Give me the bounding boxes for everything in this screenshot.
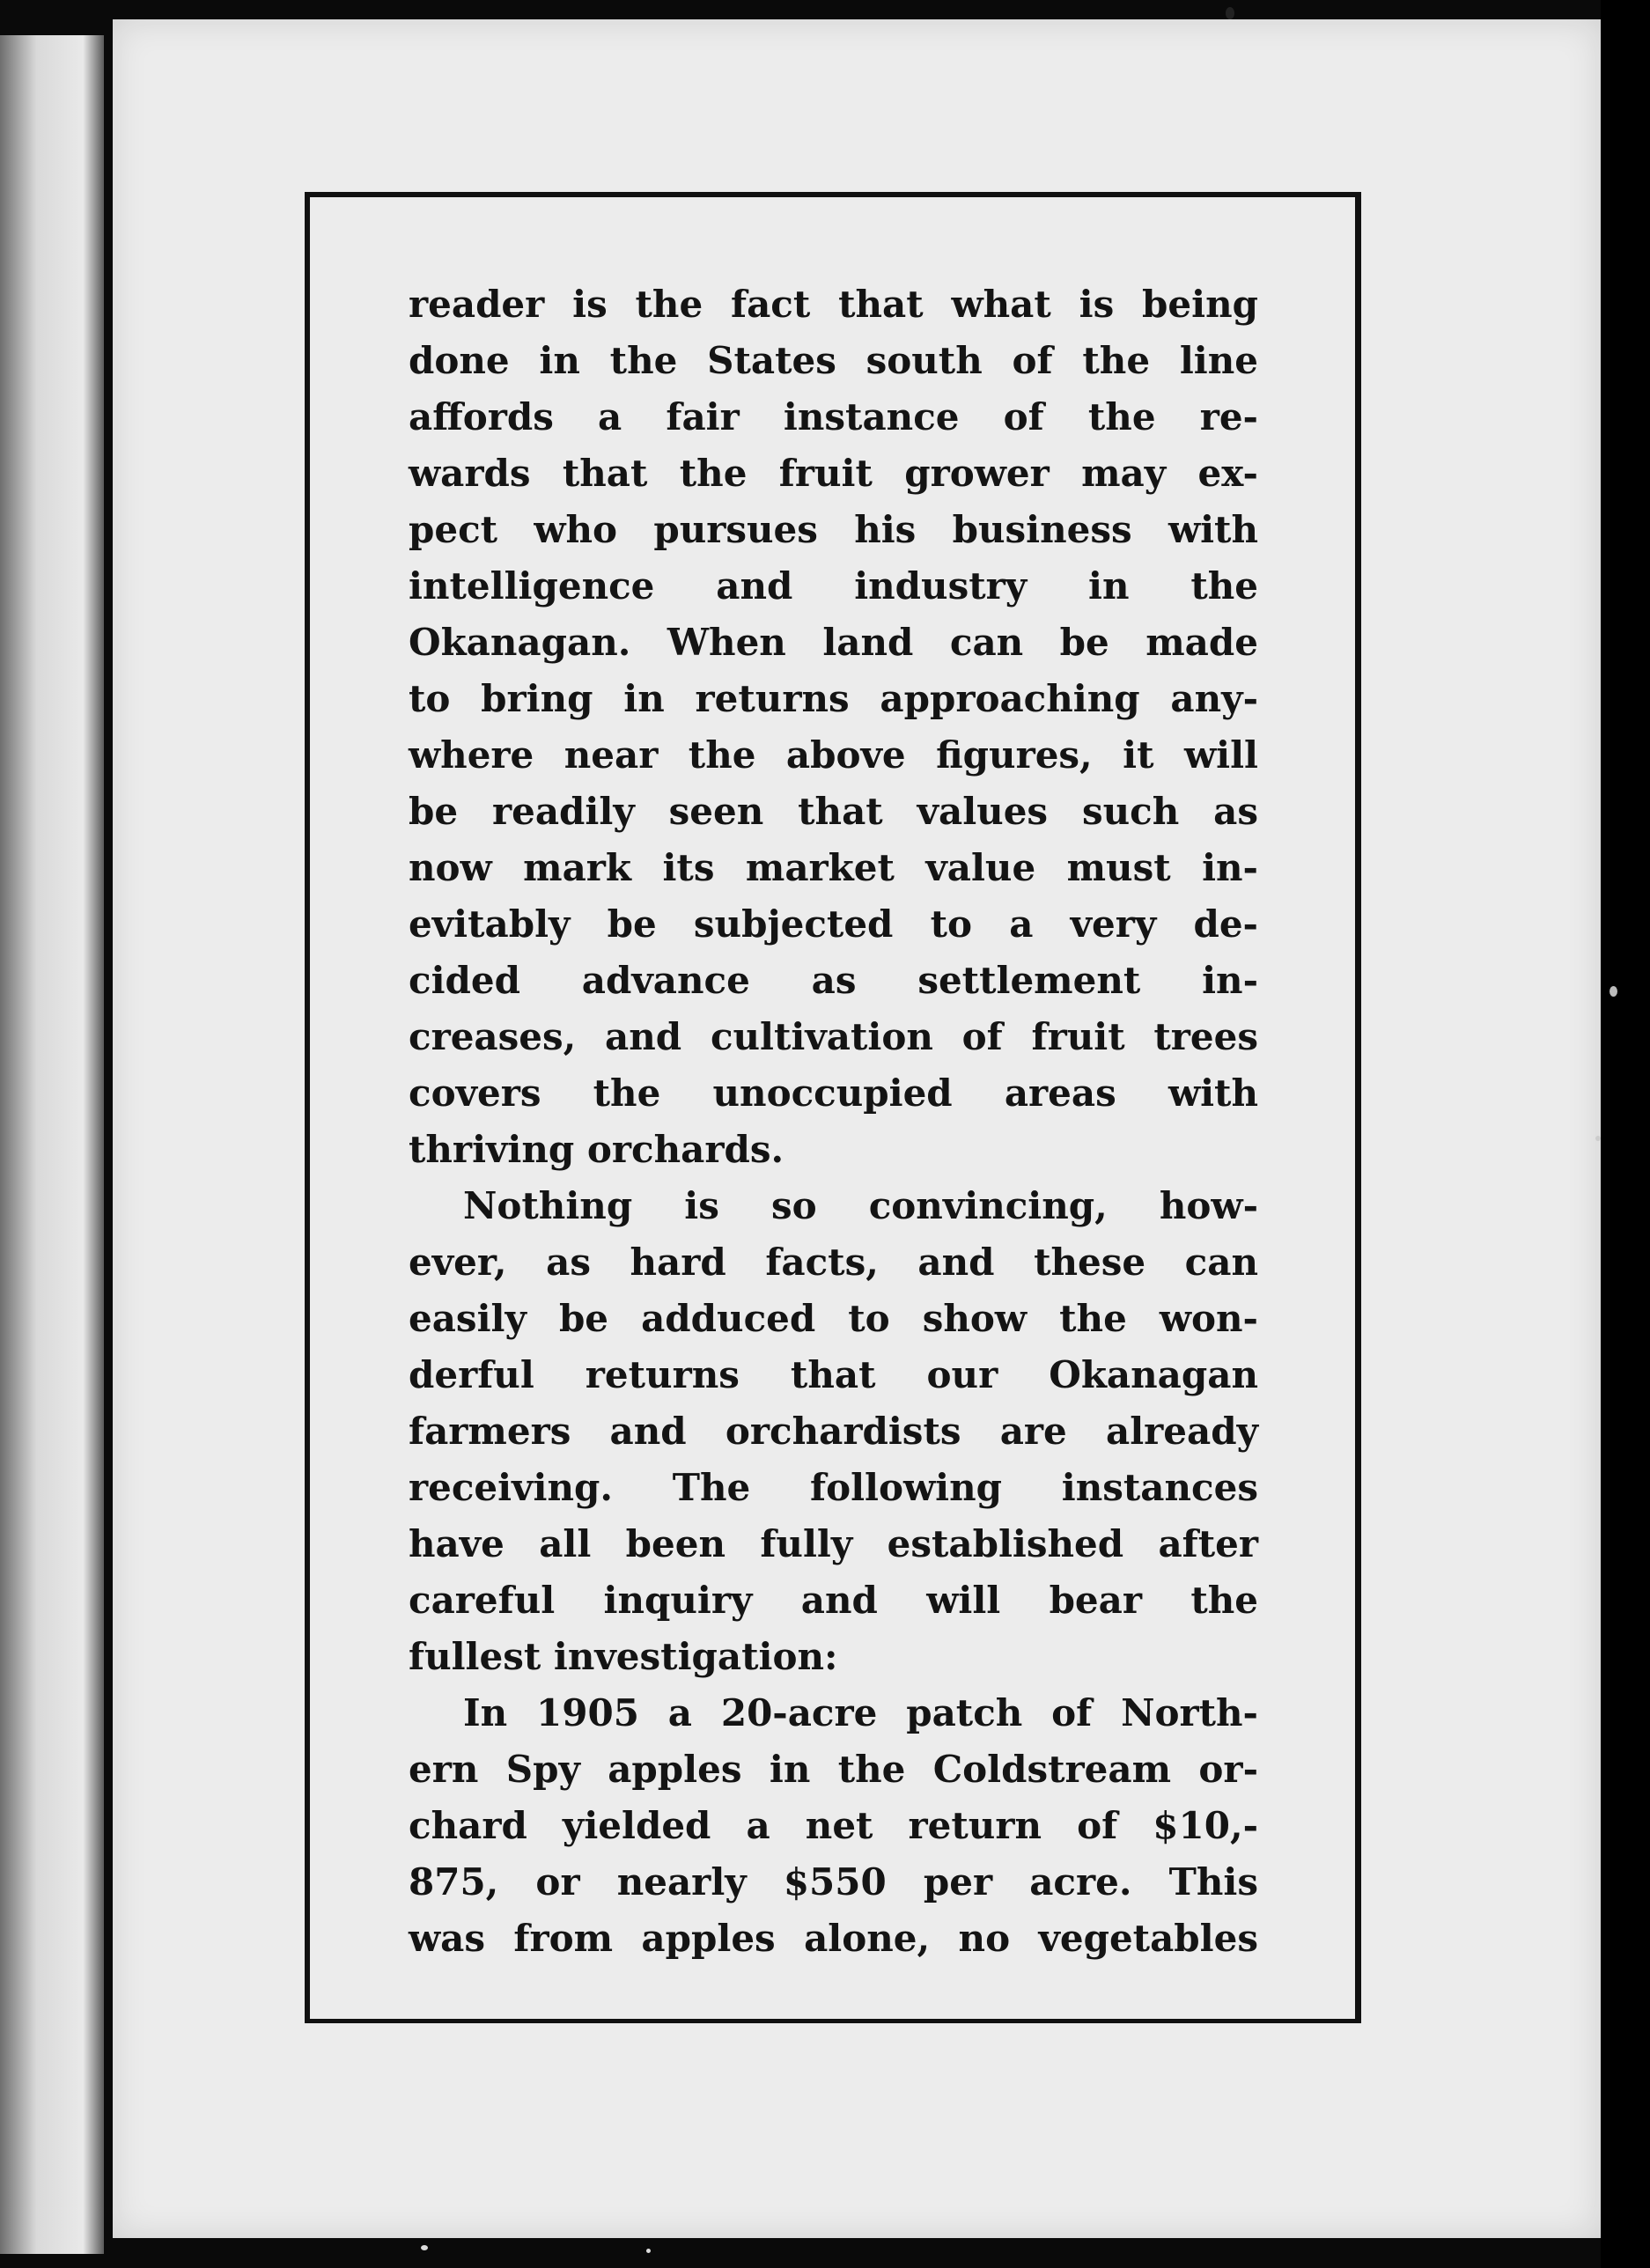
text-line: thriving orchards. [409,1128,784,1171]
text-line: ern Spy apples in the Coldstream or- [409,1748,1258,1791]
text-line: now mark its market value must in- [409,846,1258,889]
text-line: ever, as hard facts, and these can [409,1241,1258,1284]
text-line: covers the unoccupied areas with [409,1071,1258,1115]
text-line: derful returns that our Okanagan [409,1353,1258,1396]
text-line: affords a fair instance of the re- [409,395,1258,438]
text-line: In 1905 a 20-acre patch of North- [463,1691,1258,1734]
text-line: cided advance as settlement in- [409,959,1258,1002]
scan-border-right [1601,0,1650,2268]
text-line: farmers and orchardists are already [409,1410,1258,1453]
text-line: reader is the fact that what is being [409,283,1258,326]
text-line: receiving. The following instances [409,1466,1258,1509]
scan-speck [421,2245,428,2250]
text-line: chard yielded a net return of $10,- [409,1804,1258,1847]
text-line: pect who pursues his business with [409,508,1258,551]
page-body-text [409,276,1258,1967]
facing-page-edge [0,35,104,2254]
text-line: creases, and cultivation of fruit trees [409,1015,1258,1058]
text-line: 875, or nearly $550 per acre. This [409,1860,1258,1904]
text-line: Nothing is so convincing, how- [463,1184,1258,1227]
text-line: was from apples alone, no vegetables [409,1917,1258,1960]
scan-speck [1595,1136,1601,1141]
text-line: done in the States south of the line [409,339,1258,382]
text-line: Okanagan. When land can be made [409,621,1258,664]
text-line: intelligence and industry in the [409,564,1258,608]
text-line: easily be adduced to show the won- [409,1297,1258,1340]
text-line: have all been fully established after [409,1522,1258,1565]
text-line: be readily seen that values such as [409,790,1258,833]
scan-speck [1226,7,1234,19]
text-line: to bring in returns approaching any- [409,677,1258,720]
scan-speck [1609,986,1617,997]
text-line: evitably be subjected to a very de- [409,902,1258,946]
text-line: careful inquiry and will bear the [409,1579,1258,1622]
text-line: fullest investigation: [409,1635,838,1678]
text-line: wards that the fruit grower may ex- [409,452,1258,495]
text-line: where near the above figures, it will [409,733,1258,777]
scan-speck [646,2249,651,2253]
